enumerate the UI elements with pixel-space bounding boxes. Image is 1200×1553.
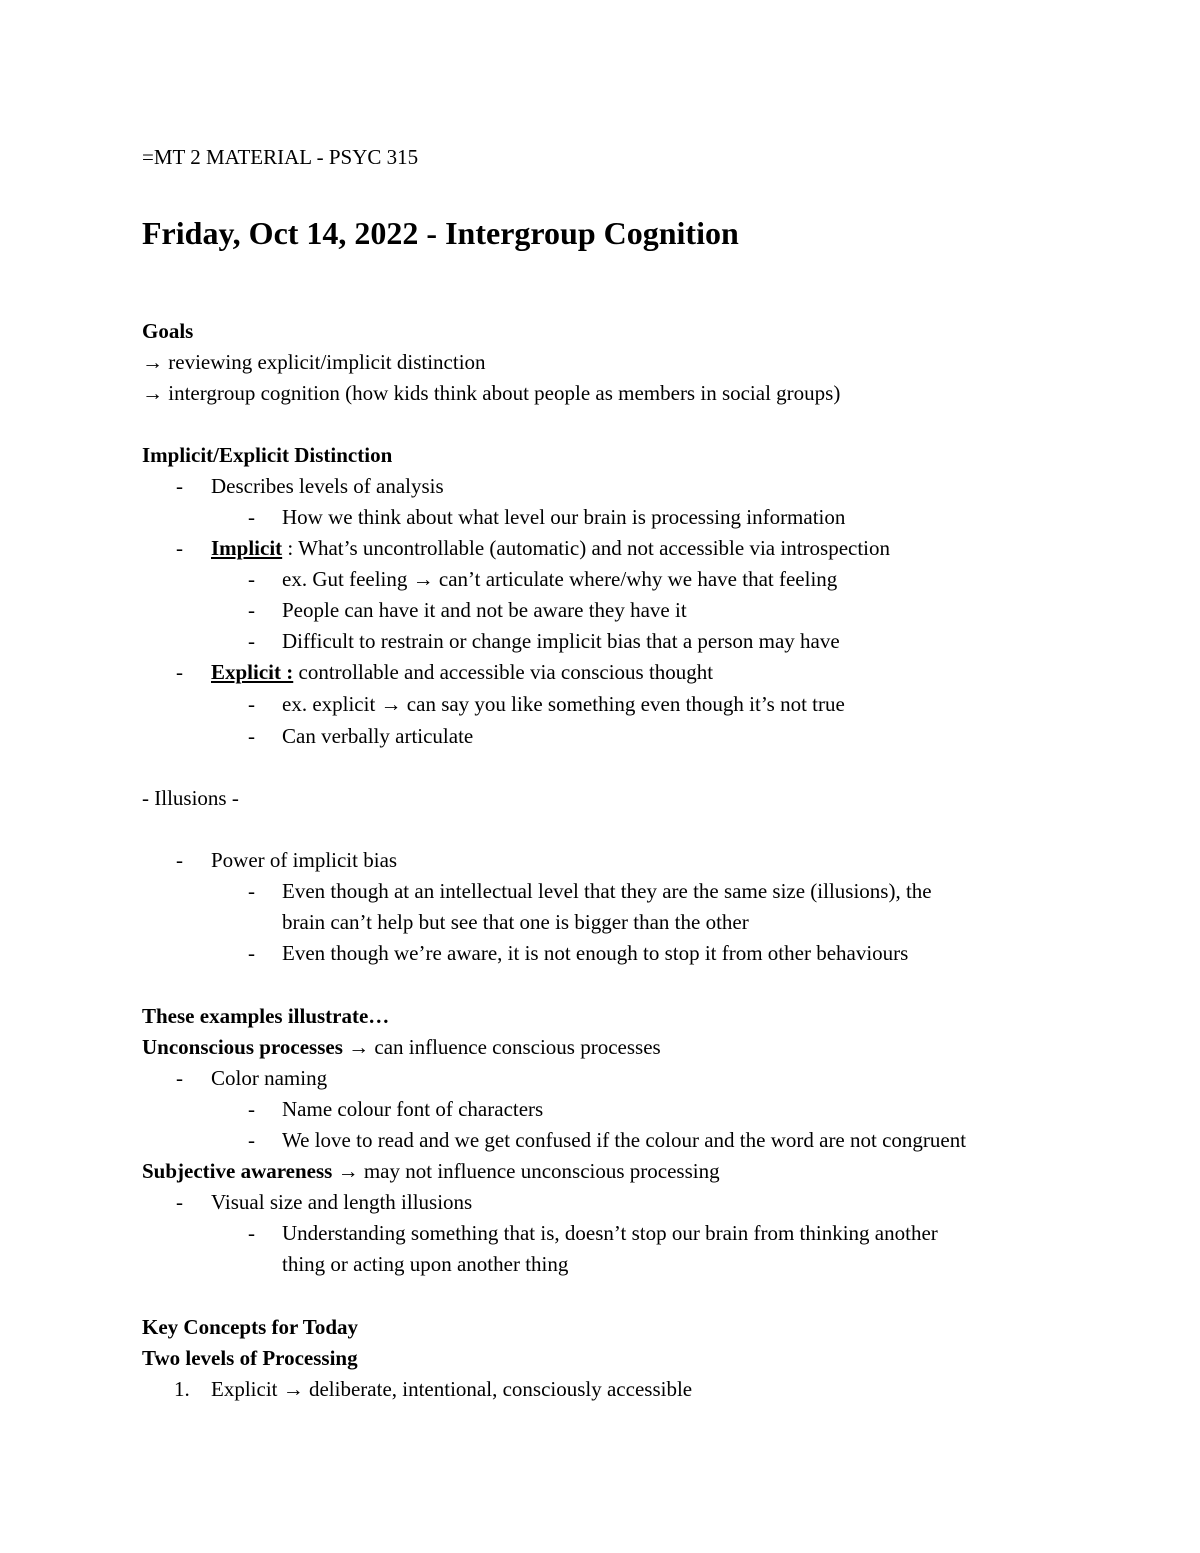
- list-item-text: Power of implicit bias: [211, 848, 398, 872]
- course-header: =MT 2 MATERIAL - PSYC 315: [142, 145, 419, 169]
- bullet-dash: -: [176, 536, 183, 560]
- unconscious-label: Unconscious processes: [142, 1035, 343, 1059]
- list-item: [142, 627, 1072, 655]
- implicit-text: : What’s uncontrollable (automatic) and not accessible via introspection: [282, 536, 891, 560]
- list-item-text: Can verbally articulate: [282, 724, 474, 748]
- bullet-dash: -: [176, 1066, 183, 1090]
- list-item: [142, 1064, 1072, 1092]
- subjective-label: Subjective awareness: [142, 1159, 333, 1183]
- list-item: [142, 877, 1072, 905]
- page-title: Friday, Oct 14, 2022 - Intergroup Cognition: [142, 215, 739, 251]
- examples-heading: These examples illustrate…: [142, 1004, 390, 1028]
- list-item-text: People can have it and not be aware they have it: [282, 598, 687, 622]
- document-page: [142, 0, 1072, 1553]
- list-item-text: thing or acting upon another thing: [282, 1252, 569, 1276]
- list-item-text: How we think about what level our brain is processing information: [282, 505, 846, 529]
- list-item-text: Even though we’re aware, it is not enough to stop it from other behaviours: [282, 941, 909, 965]
- bullet-dash: -: [248, 1097, 255, 1121]
- bullet-dash: -: [248, 692, 255, 716]
- list-item: [142, 1126, 1072, 1154]
- key-concepts-subheading: Two levels of Processing: [142, 1346, 358, 1370]
- explicit-text: controllable and accessible via conscious thought: [293, 660, 714, 684]
- list-item-text: Visual size and length illusions: [211, 1190, 473, 1214]
- distinction-heading: Implicit/Explicit Distinction: [142, 443, 393, 467]
- list-item-text: Explicit → deliberate, intentional, consciously accessible: [211, 1377, 693, 1401]
- list-item-text: Color naming: [211, 1066, 328, 1090]
- bullet-dash: -: [248, 567, 255, 591]
- bullet-dash: -: [176, 1190, 183, 1214]
- bullet-dash: -: [176, 660, 183, 684]
- key-concepts-heading: Key Concepts for Today: [142, 1315, 359, 1339]
- goal-item: → reviewing explicit/implicit distinction: [142, 350, 486, 374]
- list-item-continuation: [142, 908, 1072, 936]
- list-item-text: Describes levels of analysis: [211, 474, 444, 498]
- list-item: [142, 503, 1072, 531]
- goals-heading: Goals: [142, 319, 194, 343]
- unconscious-text: → can influence conscious processes: [342, 1035, 661, 1059]
- list-number: 1.: [174, 1377, 190, 1401]
- bullet-dash: -: [248, 879, 255, 903]
- list-item: [142, 939, 1072, 967]
- bullet-dash: -: [248, 1221, 255, 1245]
- list-item-text: Even though at an intellectual level that they are the same size (illusions), the: [282, 879, 932, 903]
- list-item: [142, 1095, 1072, 1123]
- goal-item: → intergroup cognition (how kids think about people as members in social groups): [142, 381, 841, 405]
- bullet-dash: -: [248, 1128, 255, 1152]
- list-item-continuation: [142, 1250, 1072, 1278]
- list-item: [142, 472, 1072, 500]
- list-item: [142, 1188, 1072, 1216]
- subjective-line: [142, 1157, 1072, 1185]
- unconscious-line: [142, 1033, 1072, 1061]
- list-item: [142, 658, 1072, 686]
- subjective-text: → may not influence unconscious processing: [332, 1159, 720, 1183]
- list-item-text: Name colour font of characters: [282, 1097, 544, 1121]
- list-item-text: brain can’t help but see that one is bigger than the other: [282, 910, 749, 934]
- list-item-text: ex. explicit → can say you like something even though it’s not true: [282, 692, 845, 716]
- list-item: [142, 1219, 1072, 1247]
- numbered-list-item: [142, 1375, 1072, 1403]
- illusions-heading: - Illusions -: [142, 786, 239, 810]
- list-item-text: Difficult to restrain or change implicit bias that a person may have: [282, 629, 840, 653]
- bullet-dash: -: [248, 629, 255, 653]
- list-item: [142, 596, 1072, 624]
- list-item-text: ex. Gut feeling → can’t articulate where/why we have that feeling: [282, 567, 838, 591]
- bullet-dash: -: [248, 724, 255, 748]
- list-item: [142, 534, 1072, 562]
- implicit-definition: [211, 534, 890, 562]
- explicit-label: Explicit :: [211, 660, 294, 684]
- list-item: [142, 690, 1072, 718]
- list-item: [142, 565, 1072, 593]
- list-item: [142, 846, 1072, 874]
- bullet-dash: -: [176, 474, 183, 498]
- bullet-dash: -: [176, 848, 183, 872]
- list-item-text: We love to read and we get confused if the colour and the word are not congruent: [282, 1128, 967, 1152]
- bullet-dash: -: [248, 505, 255, 529]
- bullet-dash: -: [248, 598, 255, 622]
- list-item-text: Understanding something that is, doesn’t stop our brain from thinking another: [282, 1221, 938, 1245]
- list-item: [142, 722, 1072, 750]
- bullet-dash: -: [248, 941, 255, 965]
- explicit-definition: [211, 658, 713, 686]
- implicit-label: Implicit: [211, 536, 283, 560]
